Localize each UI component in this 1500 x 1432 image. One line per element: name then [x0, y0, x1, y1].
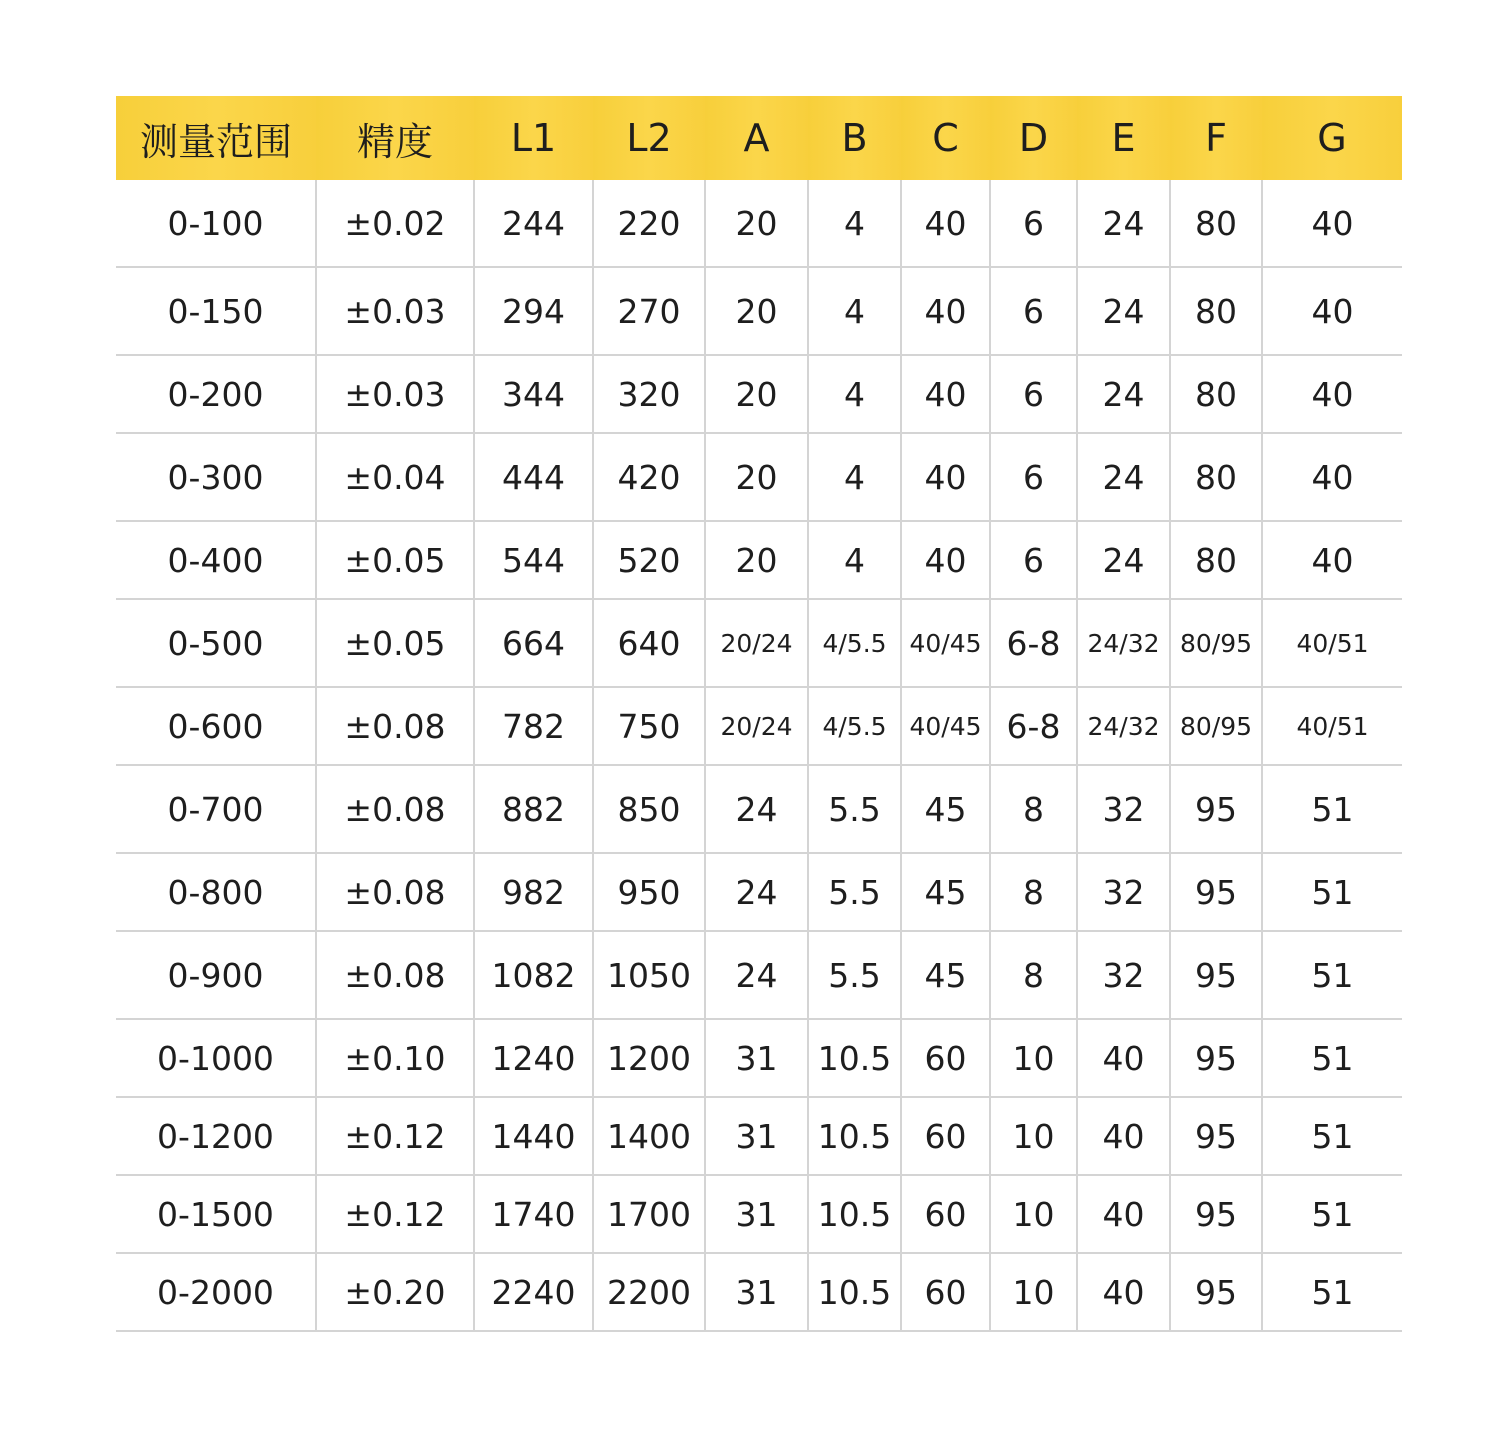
- table-cell: 1400: [593, 1097, 705, 1175]
- table-cell: 8: [990, 931, 1077, 1019]
- table-cell: 420: [593, 433, 705, 521]
- table-cell: 20/24: [705, 687, 808, 765]
- table-cell: 0-100: [116, 180, 316, 267]
- header-f: F: [1170, 96, 1262, 180]
- table-cell: 6: [990, 521, 1077, 599]
- table-cell: 750: [593, 687, 705, 765]
- table-cell: 45: [901, 931, 990, 1019]
- table-cell: 10: [990, 1097, 1077, 1175]
- table-cell: 24: [1077, 267, 1170, 355]
- table-cell: 4: [808, 521, 901, 599]
- table-cell: 1240: [474, 1019, 593, 1097]
- table-cell: 10.5: [808, 1253, 901, 1331]
- table-cell: 0-400: [116, 521, 316, 599]
- table-cell: 40/45: [901, 687, 990, 765]
- table-cell: 0-1000: [116, 1019, 316, 1097]
- table-cell: 24/32: [1077, 599, 1170, 687]
- table-row: [116, 180, 1402, 267]
- table-cell: 2200: [593, 1253, 705, 1331]
- table-cell: 1200: [593, 1019, 705, 1097]
- table-cell: 4: [808, 433, 901, 521]
- table-cell: 520: [593, 521, 705, 599]
- table-cell: 4: [808, 267, 901, 355]
- table-cell: 850: [593, 765, 705, 853]
- table-cell: 51: [1262, 1175, 1402, 1253]
- table-cell: 0-500: [116, 599, 316, 687]
- table-cell: 20/24: [705, 599, 808, 687]
- table-cell: 882: [474, 765, 593, 853]
- table-cell: 24: [1077, 433, 1170, 521]
- table-cell: ±0.05: [316, 521, 474, 599]
- table-row: [116, 853, 1402, 931]
- table-cell: 220: [593, 180, 705, 267]
- table-cell: 24: [705, 853, 808, 931]
- table-cell: 32: [1077, 931, 1170, 1019]
- table-cell: 5.5: [808, 931, 901, 1019]
- table-cell: 950: [593, 853, 705, 931]
- table-cell: 51: [1262, 1097, 1402, 1175]
- header-e: E: [1077, 96, 1170, 180]
- table-cell: ±0.08: [316, 765, 474, 853]
- table-cell: ±0.20: [316, 1253, 474, 1331]
- table-cell: 24: [705, 765, 808, 853]
- table-cell: ±0.05: [316, 599, 474, 687]
- table-cell: 45: [901, 853, 990, 931]
- table-row: [116, 433, 1402, 521]
- table-cell: 51: [1262, 853, 1402, 931]
- table-row: [116, 687, 1402, 765]
- table-cell: 31: [705, 1175, 808, 1253]
- table-cell: 8: [990, 853, 1077, 931]
- table-cell: 80: [1170, 267, 1262, 355]
- table-cell: 60: [901, 1175, 990, 1253]
- table-cell: 0-150: [116, 267, 316, 355]
- header-a: A: [705, 96, 808, 180]
- header-accuracy: 精度: [316, 96, 474, 180]
- table-cell: 2240: [474, 1253, 593, 1331]
- table-cell: ±0.10: [316, 1019, 474, 1097]
- table-cell: 1740: [474, 1175, 593, 1253]
- table-cell: 40: [1077, 1253, 1170, 1331]
- table-cell: ±0.03: [316, 267, 474, 355]
- table-cell: 60: [901, 1019, 990, 1097]
- table-cell: 80: [1170, 433, 1262, 521]
- table-cell: 40: [1262, 267, 1402, 355]
- table-cell: 5.5: [808, 765, 901, 853]
- table-cell: 31: [705, 1253, 808, 1331]
- table-cell: 10.5: [808, 1175, 901, 1253]
- table-cell: 80/95: [1170, 687, 1262, 765]
- table-cell: 782: [474, 687, 593, 765]
- header-l1: L1: [474, 96, 593, 180]
- table-cell: 95: [1170, 931, 1262, 1019]
- table-cell: 4: [808, 180, 901, 267]
- table-cell: 45: [901, 765, 990, 853]
- table-cell: 10: [990, 1175, 1077, 1253]
- table-cell: 982: [474, 853, 593, 931]
- table-cell: 8: [990, 765, 1077, 853]
- table-cell: 444: [474, 433, 593, 521]
- table-cell: ±0.08: [316, 687, 474, 765]
- table-row: [116, 1253, 1402, 1331]
- table-cell: 80: [1170, 180, 1262, 267]
- table-cell: 24: [705, 931, 808, 1019]
- table-row: [116, 599, 1402, 687]
- table-cell: 40: [1262, 180, 1402, 267]
- table-row: [116, 267, 1402, 355]
- table-cell: ±0.04: [316, 433, 474, 521]
- table-cell: 40: [901, 355, 990, 433]
- table-cell: 51: [1262, 765, 1402, 853]
- table-cell: 544: [474, 521, 593, 599]
- table-cell: 0-1200: [116, 1097, 316, 1175]
- table-cell: 0-200: [116, 355, 316, 433]
- table-cell: 40: [1262, 433, 1402, 521]
- table-cell: 10: [990, 1253, 1077, 1331]
- table-cell: 0-1500: [116, 1175, 316, 1253]
- table-cell: 40: [901, 521, 990, 599]
- table-cell: 20: [705, 433, 808, 521]
- table-row: [116, 1019, 1402, 1097]
- header-g: G: [1262, 96, 1402, 180]
- table-cell: 270: [593, 267, 705, 355]
- table-cell: 4/5.5: [808, 599, 901, 687]
- table-cell: 4/5.5: [808, 687, 901, 765]
- table-cell: 10.5: [808, 1019, 901, 1097]
- table-cell: ±0.08: [316, 931, 474, 1019]
- table-cell: 6: [990, 267, 1077, 355]
- table-cell: 20: [705, 180, 808, 267]
- table-cell: 0-600: [116, 687, 316, 765]
- table-cell: 640: [593, 599, 705, 687]
- table-cell: 344: [474, 355, 593, 433]
- table-cell: 1082: [474, 931, 593, 1019]
- table-cell: 80: [1170, 355, 1262, 433]
- table-cell: 0-900: [116, 931, 316, 1019]
- table-cell: 6: [990, 180, 1077, 267]
- table-cell: 40: [901, 267, 990, 355]
- table-body: [116, 180, 1402, 1331]
- table-row: [116, 1097, 1402, 1175]
- table-cell: 95: [1170, 1253, 1262, 1331]
- table-cell: 20: [705, 267, 808, 355]
- table-cell: 40: [1262, 355, 1402, 433]
- table-cell: 51: [1262, 931, 1402, 1019]
- table-cell: 80: [1170, 521, 1262, 599]
- table-cell: 32: [1077, 765, 1170, 853]
- header-row: [116, 96, 1402, 180]
- table-cell: 31: [705, 1019, 808, 1097]
- header-l2: L2: [593, 96, 705, 180]
- table-cell: 95: [1170, 1097, 1262, 1175]
- table-cell: 294: [474, 267, 593, 355]
- table-cell: 0-800: [116, 853, 316, 931]
- table-cell: 24: [1077, 355, 1170, 433]
- table-cell: 31: [705, 1097, 808, 1175]
- table-cell: ±0.02: [316, 180, 474, 267]
- table-cell: 1700: [593, 1175, 705, 1253]
- table-cell: 0-300: [116, 433, 316, 521]
- table-cell: 5.5: [808, 853, 901, 931]
- table-cell: ±0.12: [316, 1175, 474, 1253]
- table-cell: 0-2000: [116, 1253, 316, 1331]
- table-cell: ±0.03: [316, 355, 474, 433]
- table-cell: 40: [901, 433, 990, 521]
- table-cell: 10.5: [808, 1097, 901, 1175]
- header-d: D: [990, 96, 1077, 180]
- table-row: [116, 355, 1402, 433]
- table-cell: 95: [1170, 1019, 1262, 1097]
- table-cell: 40: [1262, 521, 1402, 599]
- table-cell: 40: [901, 180, 990, 267]
- table-cell: 95: [1170, 765, 1262, 853]
- table-cell: 4: [808, 355, 901, 433]
- table-cell: 244: [474, 180, 593, 267]
- table-cell: 320: [593, 355, 705, 433]
- header-b: B: [808, 96, 901, 180]
- header-c: C: [901, 96, 990, 180]
- table-cell: 24: [1077, 521, 1170, 599]
- table-cell: 24: [1077, 180, 1170, 267]
- table-cell: 1050: [593, 931, 705, 1019]
- table-cell: 20: [705, 521, 808, 599]
- table-cell: 40/45: [901, 599, 990, 687]
- table-cell: 60: [901, 1097, 990, 1175]
- table-row: [116, 521, 1402, 599]
- header-measuring-range: 测量范围: [116, 96, 316, 180]
- table-cell: 40: [1077, 1175, 1170, 1253]
- table-cell: 1440: [474, 1097, 593, 1175]
- table-cell: 6-8: [990, 687, 1077, 765]
- table-cell: 40: [1077, 1019, 1170, 1097]
- spec-table: [116, 96, 1402, 1332]
- table-cell: 51: [1262, 1253, 1402, 1331]
- table-cell: 6: [990, 433, 1077, 521]
- table-cell: 51: [1262, 1019, 1402, 1097]
- table-row: [116, 765, 1402, 853]
- table-row: [116, 1175, 1402, 1253]
- table-cell: 40/51: [1262, 687, 1402, 765]
- table-cell: ±0.08: [316, 853, 474, 931]
- table-cell: 10: [990, 1019, 1077, 1097]
- table-cell: 80/95: [1170, 599, 1262, 687]
- table-cell: 95: [1170, 1175, 1262, 1253]
- table-cell: 6-8: [990, 599, 1077, 687]
- table-cell: ±0.12: [316, 1097, 474, 1175]
- table-cell: 40: [1077, 1097, 1170, 1175]
- table-cell: 664: [474, 599, 593, 687]
- table-cell: 24/32: [1077, 687, 1170, 765]
- table-row: [116, 931, 1402, 1019]
- table-cell: 40/51: [1262, 599, 1402, 687]
- table-cell: 32: [1077, 853, 1170, 931]
- table-cell: 0-700: [116, 765, 316, 853]
- table-cell: 6: [990, 355, 1077, 433]
- table-cell: 60: [901, 1253, 990, 1331]
- table-cell: 95: [1170, 853, 1262, 931]
- table-cell: 20: [705, 355, 808, 433]
